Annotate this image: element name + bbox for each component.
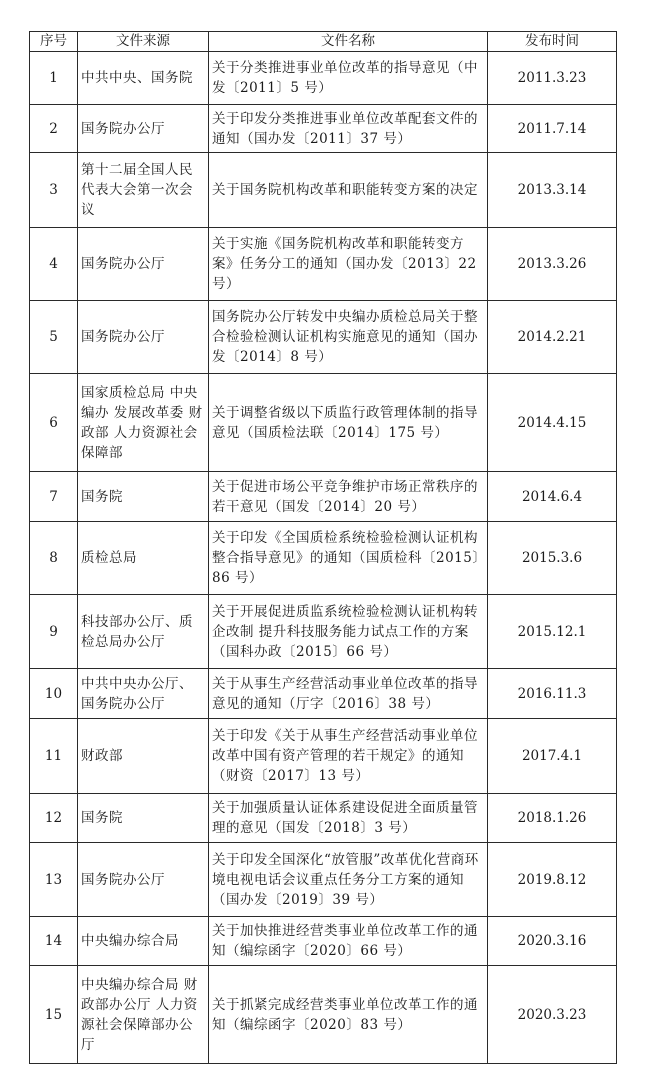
table-row — [30, 966, 617, 1064]
row-name: 关于开展促进质监系统检验检测认证机构转企改制 提升科技服务能力试点工作的方案（国科办政〔2015〕66 号） — [209, 595, 488, 669]
row-seq: 4 — [30, 228, 78, 301]
header-row — [30, 32, 617, 52]
row-seq: 12 — [30, 794, 78, 843]
row-name: 关于印发全国深化“放管服”改革优化营商环境电视电话会议重点任务分工方案的通知（国办发〔2019〕39 号） — [209, 843, 488, 917]
row-source: 国务院办公厅 — [78, 228, 209, 301]
row-seq: 3 — [30, 153, 78, 228]
row-date: 2015.12.1 — [488, 595, 617, 669]
row-seq: 8 — [30, 522, 78, 595]
row-date: 2014.4.15 — [488, 374, 617, 472]
row-date: 2013.3.26 — [488, 228, 617, 301]
table-row — [30, 669, 617, 719]
document-table — [29, 31, 617, 1064]
row-name: 关于抓紧完成经营类事业单位改革工作的通知（编综函字〔2020〕83 号） — [209, 966, 488, 1064]
header-name: 文件名称 — [209, 32, 488, 52]
row-name: 关于国务院机构改革和职能转变方案的决定 — [209, 153, 488, 228]
row-seq: 10 — [30, 669, 78, 719]
table-row — [30, 843, 617, 917]
row-source: 国务院 — [78, 472, 209, 522]
row-source: 国务院办公厅 — [78, 301, 209, 374]
header-date: 发布时间 — [488, 32, 617, 52]
row-source: 中央编办综合局 — [78, 917, 209, 966]
row-seq: 14 — [30, 917, 78, 966]
row-source: 国务院办公厅 — [78, 105, 209, 153]
row-source: 中央编办综合局 财政部办公厅 人力资源社会保障部办公厅 — [78, 966, 209, 1064]
table-row — [30, 301, 617, 374]
row-name: 关于分类推进事业单位改革的指导意见（中发〔2011〕5 号） — [209, 52, 488, 105]
table-row — [30, 52, 617, 105]
row-seq: 2 — [30, 105, 78, 153]
row-date: 2011.7.14 — [488, 105, 617, 153]
row-source: 中共中央办公厅、国务院办公厅 — [78, 669, 209, 719]
row-name: 关于实施《国务院机构改革和职能转变方案》任务分工的通知（国办发〔2013〕22 号） — [209, 228, 488, 301]
row-source: 国务院办公厅 — [78, 843, 209, 917]
row-name: 关于印发分类推进事业单位改革配套文件的通知（国办发〔2011〕37 号） — [209, 105, 488, 153]
row-date: 2016.11.3 — [488, 669, 617, 719]
table-row — [30, 794, 617, 843]
row-name: 关于调整省级以下质监行政管理体制的指导意见（国质检法联〔2014〕175 号） — [209, 374, 488, 472]
row-seq: 13 — [30, 843, 78, 917]
row-seq: 11 — [30, 719, 78, 794]
row-name: 关于印发《关于从事生产经营活动事业单位改革中国有资产管理的若干规定》的通知（财资〔2017〕13 号） — [209, 719, 488, 794]
row-seq: 5 — [30, 301, 78, 374]
row-source: 质检总局 — [78, 522, 209, 595]
row-name: 关于促进市场公平竞争维护市场正常秩序的若干意见（国发〔2014〕20 号） — [209, 472, 488, 522]
table-row — [30, 595, 617, 669]
row-date: 2018.1.26 — [488, 794, 617, 843]
row-source: 国家质检总局 中央编办 发展改革委 财政部 人力资源社会保障部 — [78, 374, 209, 472]
row-name: 关于加强质量认证体系建设促进全面质量管理的意见（国发〔2018〕3 号） — [209, 794, 488, 843]
table-row — [30, 472, 617, 522]
row-name: 国务院办公厅转发中央编办质检总局关于整合检验检测认证机构实施意见的通知（国办发〔2014〕8 号） — [209, 301, 488, 374]
row-seq: 9 — [30, 595, 78, 669]
table-row — [30, 522, 617, 595]
row-date: 2014.6.4 — [488, 472, 617, 522]
row-date: 2020.3.16 — [488, 917, 617, 966]
row-date: 2020.3.23 — [488, 966, 617, 1064]
table-row — [30, 374, 617, 472]
row-date: 2017.4.1 — [488, 719, 617, 794]
header-source: 文件来源 — [78, 32, 209, 52]
row-source: 科技部办公厅、质检总局办公厅 — [78, 595, 209, 669]
table-row — [30, 719, 617, 794]
row-seq: 6 — [30, 374, 78, 472]
row-source: 国务院 — [78, 794, 209, 843]
row-name: 关于印发《全国质检系统检验检测认证机构整合指导意见》的通知（国质检科〔2015〕86 号） — [209, 522, 488, 595]
header-seq: 序号 — [30, 32, 78, 52]
row-name: 关于从事生产经营活动事业单位改革的指导意见的通知（厅字〔2016〕38 号） — [209, 669, 488, 719]
table-row — [30, 105, 617, 153]
row-source: 第十二届全国人民代表大会第一次会议 — [78, 153, 209, 228]
row-date: 2019.8.12 — [488, 843, 617, 917]
table-row — [30, 917, 617, 966]
row-date: 2011.3.23 — [488, 52, 617, 105]
table-row — [30, 153, 617, 228]
row-date: 2015.3.6 — [488, 522, 617, 595]
row-source: 财政部 — [78, 719, 209, 794]
row-seq: 7 — [30, 472, 78, 522]
row-source: 中共中央、国务院 — [78, 52, 209, 105]
row-date: 2013.3.14 — [488, 153, 617, 228]
row-seq: 1 — [30, 52, 78, 105]
row-name: 关于加快推进经营类事业单位改革工作的通知（编综函字〔2020〕66 号） — [209, 917, 488, 966]
table-row — [30, 228, 617, 301]
row-date: 2014.2.21 — [488, 301, 617, 374]
row-seq: 15 — [30, 966, 78, 1064]
